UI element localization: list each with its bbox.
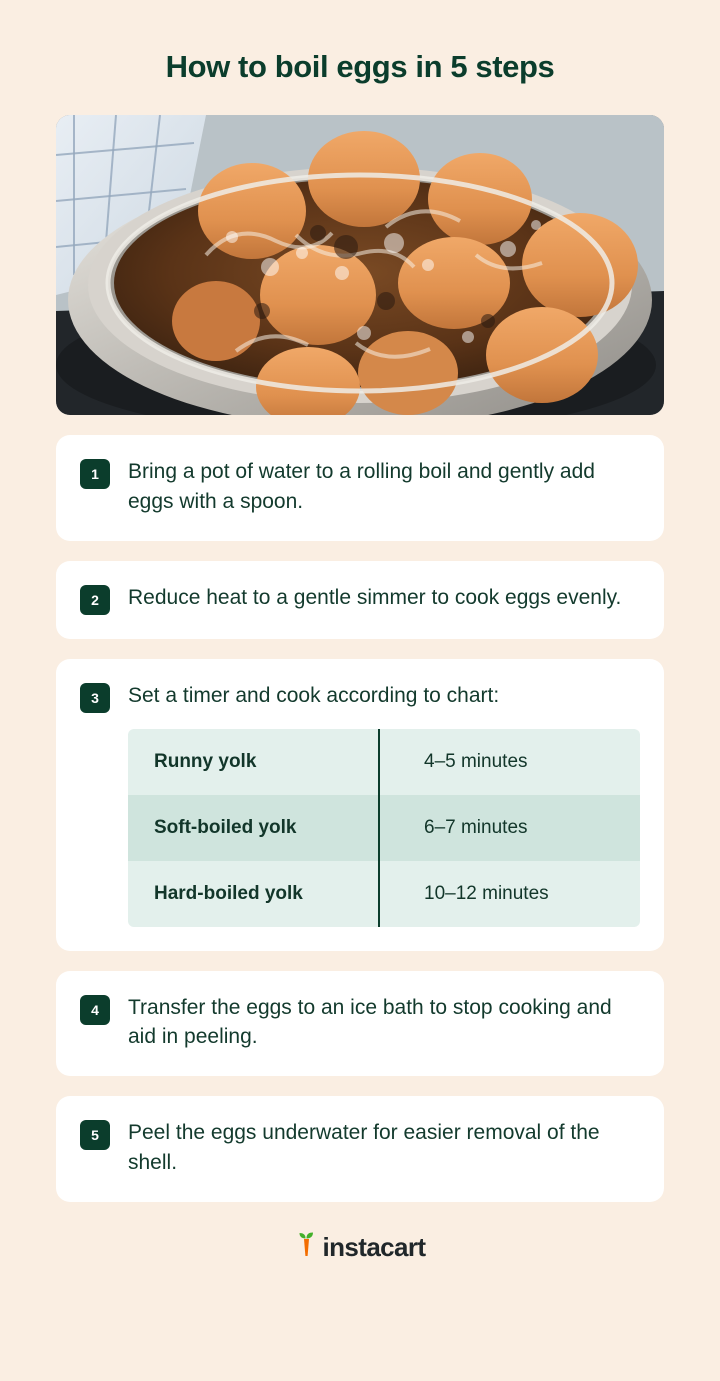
step-text: Peel the eggs underwater for easier removal of the shell. <box>128 1121 600 1175</box>
step-body <box>128 681 640 927</box>
step-number-badge: 1 <box>80 459 110 489</box>
footer-branding <box>56 1232 664 1263</box>
step-number-badge: 5 <box>80 1120 110 1150</box>
table-cell-label: Soft-boiled yolk <box>128 795 380 861</box>
table-cell-label: Runny yolk <box>128 729 380 795</box>
step-text: Bring a pot of water to a rolling boil and gently add eggs with a spoon. <box>128 460 595 513</box>
step-text: Reduce heat to a gentle simmer to cook eggs evenly. <box>128 585 622 609</box>
table-row <box>128 795 640 861</box>
step-number-badge: 4 <box>80 995 110 1025</box>
hero-image <box>56 115 664 415</box>
step-body <box>128 457 640 517</box>
table-cell-label: Hard-boiled yolk <box>128 861 380 927</box>
table-cell-value: 4–5 minutes <box>424 750 528 772</box>
step-card-2 <box>56 561 664 639</box>
cook-time-chart <box>128 729 640 927</box>
step-number-badge: 3 <box>80 683 110 713</box>
step-card-1 <box>56 435 664 541</box>
step-text: Transfer the eggs to an ice bath to stop cooking and aid in peeling. <box>128 995 612 1049</box>
step-card-4 <box>56 971 664 1077</box>
page-title: How to boil eggs in 5 steps <box>165 49 555 84</box>
step-card-5 <box>56 1096 664 1202</box>
step-card-3 <box>56 659 664 951</box>
table-cell-value: 10–12 minutes <box>424 882 549 904</box>
table-cell-value: 6–7 minutes <box>424 816 528 838</box>
table-row <box>128 729 640 795</box>
step-number-badge: 2 <box>80 585 110 615</box>
carrot-icon <box>295 1232 317 1263</box>
step-text: Set a timer and cook according to chart: <box>128 683 500 707</box>
step-body <box>128 993 640 1053</box>
boiling-eggs-illustration <box>56 115 664 415</box>
step-body <box>128 583 640 613</box>
carrot-icon-svg <box>295 1232 317 1258</box>
table-row <box>128 861 640 927</box>
brand-name: instacart <box>322 1231 426 1262</box>
step-body <box>128 1118 640 1178</box>
